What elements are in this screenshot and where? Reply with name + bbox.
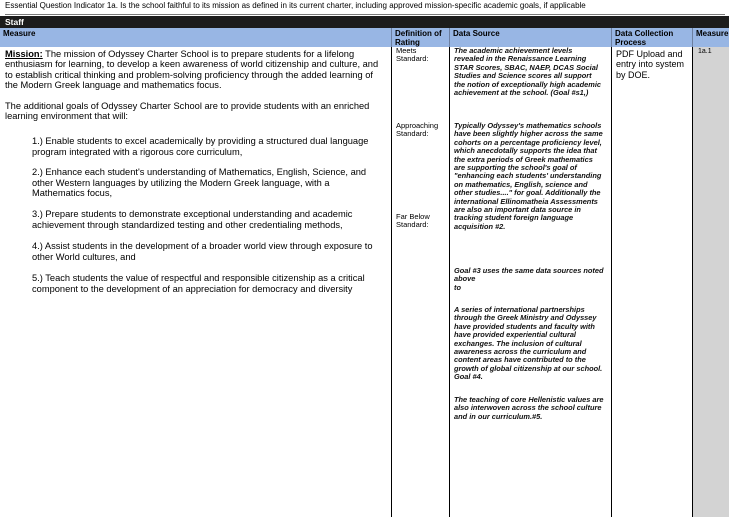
rating-meets-standard: Meets Standard:: [396, 47, 429, 64]
data-source-column-header: Data Source: [450, 28, 612, 47]
process-column-header: Data Collection Process: [612, 28, 693, 47]
goal-item: 2.) Enhance each student's understanding of Mathematics, English, Science, and other Western languages by utilizing the Modern Greek language, with a Mathematics focus,: [32, 167, 367, 199]
goal-item: 3.) Prepare students to demonstrate exceptional understanding and academic achievement through standardized testing and other credentialing methods,: [32, 209, 353, 230]
data-source-paragraph: A series of international partnerships through the Greek Ministry and Odyssey have provided students and faculty with have provided experiential cultural exchanges. The inclusion of cultural awareness across the curriculum and content areas have contributed to the growth of global citizenship at our school. Goal #4.: [454, 305, 603, 382]
measure-number-column-header: Measure: [693, 28, 729, 47]
data-source-paragraph: The teaching of core Hellenistic values are also interwoven across the school culture and in our curriculum.#5.: [454, 395, 604, 421]
definition-column-header: Definition of Rating: [392, 28, 450, 47]
measure-column-header: Measure: [0, 28, 392, 47]
goal-item: 1.) Enable students to excel academically by providing a structured dual language program integrated with a rigorous core curriculum,: [32, 136, 369, 157]
staff-bar: Staff: [0, 16, 729, 28]
goal-item: 5.) Teach students the value of respectful and responsible citizenship as a critical component to the development of an appreciation for democracy and diversity: [32, 273, 365, 294]
measure-text: [5, 49, 383, 294]
data-source-paragraph: The academic achievement levels revealed in the Renaissance Learning STAR Scores, SBAC, NAEP, DCAS Social Studies and Science scores all support the notion of exceptionally high academic achievement at the school. (Goal #s1,): [454, 47, 602, 98]
additional-goals-intro: The additional goals of Odyssey Charter School are to provide students with an enriched learning environment that will:: [5, 100, 370, 122]
goal-item: 4.) Assist students in the development of a broader world view through exposure to other World cultures, and: [32, 241, 373, 262]
essential-question-line: Essential Question Indicator 1a. Is the school faithful to its mission as defined in its current charter, including approved mission-specific academic goals, if applicable: [5, 0, 725, 15]
data-source-cell: [450, 47, 612, 517]
data-source-goal3: Goal #3 uses the same data sources noted above: [454, 266, 604, 284]
data-source-goal3-to: to: [454, 282, 461, 292]
measure-cell: [0, 47, 392, 517]
data-source-paragraph: Typically Odyssey's mathematics schools have been slightly higher across the same cohorts on a percentage proficiency level, which anecdotally supports the idea that the extra periods of Greek mathematics are supporting the school's goal of "enhancing each students' understanding on mathematics, English, science and other studies...." for goal. Additionally the international Ellinomatheia Assessments are also an important data source in tracking student foreign language acquisition #2.: [454, 121, 603, 231]
data-source-paragraph: [454, 267, 604, 292]
process-cell: [612, 47, 693, 517]
rating-far-below-standard: Far Below Standard:: [396, 212, 430, 230]
mission-label: Mission:: [5, 49, 43, 59]
definition-cell: [392, 47, 450, 517]
process-text: PDF Upload and entry into system by DOE.: [616, 49, 685, 80]
measure-number: 1a.1: [698, 48, 712, 55]
rating-approaching-standard: Approaching Standard:: [396, 121, 439, 139]
measure-number-cell: [693, 47, 729, 517]
mission-text: The mission of Odyssey Charter School is to prepare students for a lifelong enthusiasm for learning, to develop a keen awareness of world citizenship and culture, and to establish critical thinking and problem-solving proficiency through the added learning of the Modern Greek language and mathematics focus.: [5, 49, 379, 91]
